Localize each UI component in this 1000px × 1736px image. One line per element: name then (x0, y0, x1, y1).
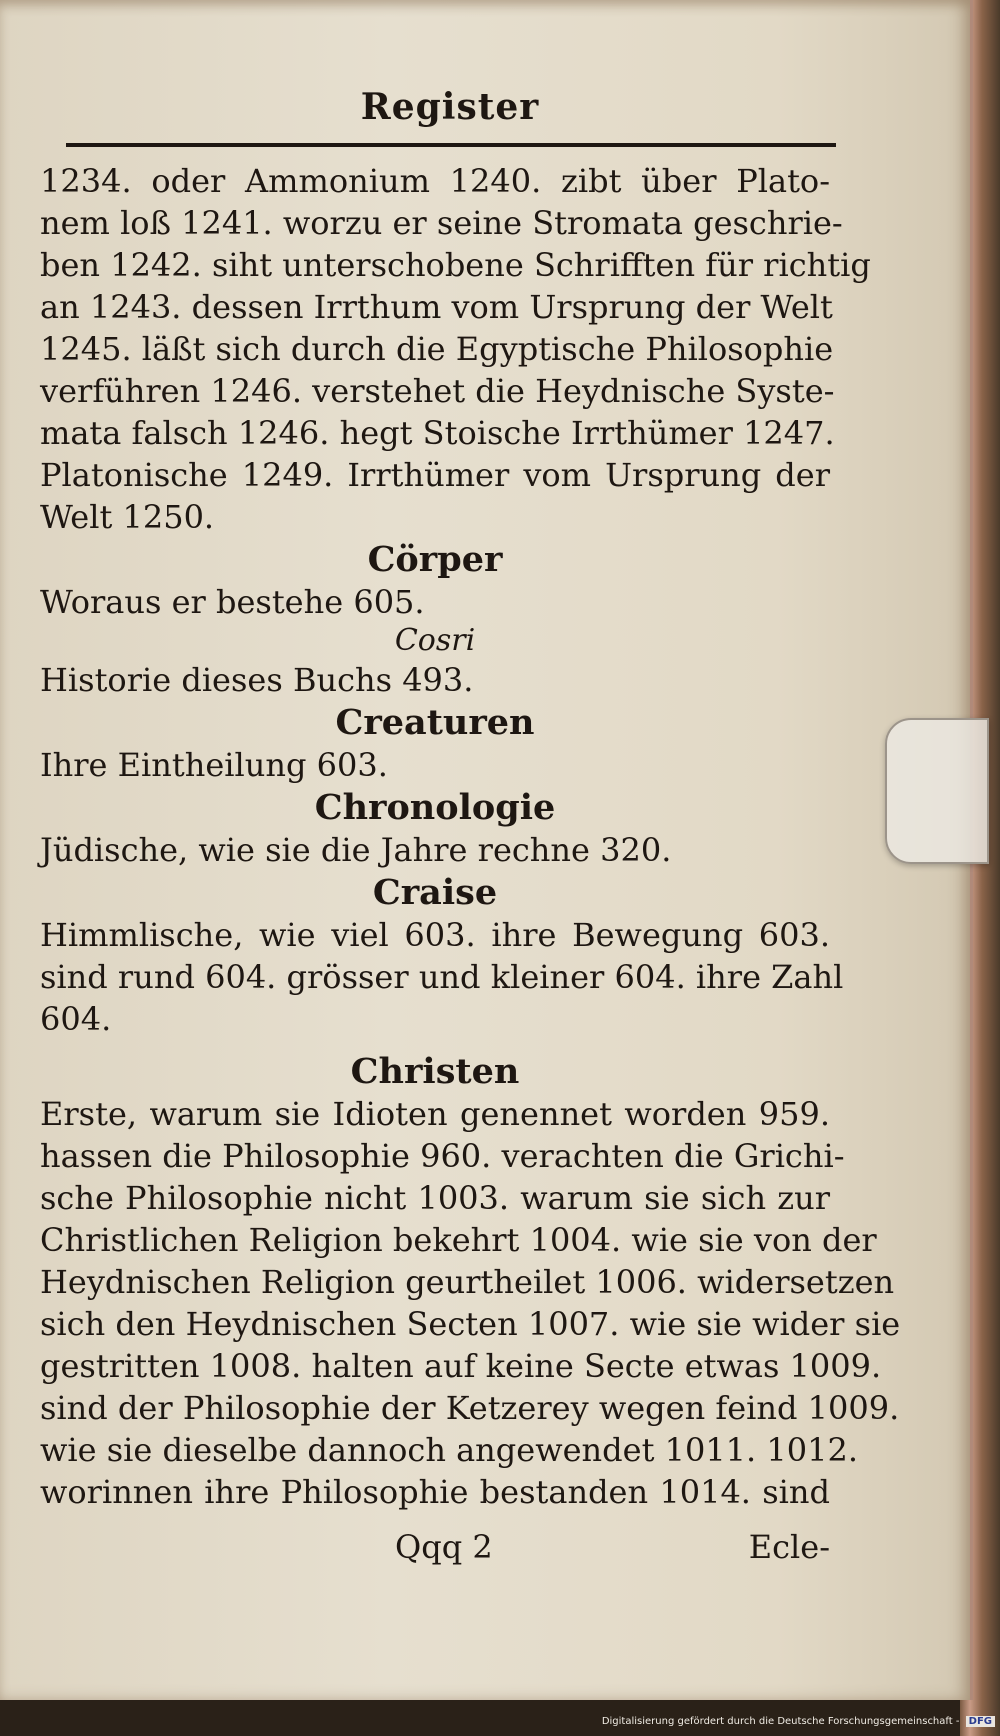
credit-text: Digitalisierung gefördert durch die Deutsche Forschungsgemeinschaft - (601, 1716, 960, 1727)
text-line: Himmlische, wie viel 603. ihre Bewegung 603. (40, 916, 830, 954)
register-text (40, 160, 901, 1513)
text-line: Platonische 1249. Irrthümer vom Ursprung der (40, 456, 830, 494)
text-line: gestritten 1008. halten auf keine Secte etwas 1009. (40, 1347, 882, 1385)
text-line: 1234. oder Ammonium 1240. zibt über Plato- (40, 162, 830, 200)
entry-heading: Craise (372, 872, 498, 913)
digitization-credit (0, 1716, 995, 1727)
text-line: sind der Philosophie der Ketzerey wegen feind 1009. (40, 1389, 900, 1427)
text-line: sche Philosophie nicht 1003. warum sie sich zur (40, 1179, 830, 1217)
spacer (40, 1040, 830, 1050)
entry-heading: Creaturen (335, 702, 535, 743)
text-line: 604. (40, 1000, 112, 1038)
text-line: worinnen ihre Philosophie bestanden 1014. sind (40, 1473, 830, 1511)
signature-mark: Qqq 2 (395, 1528, 493, 1566)
header-rule (66, 143, 836, 147)
entry-heading: Chronologie (314, 787, 556, 828)
text-line: nem loß 1241. worzu er seine Stromata geschrie- (40, 204, 843, 242)
text-line: Historie dieses Buchs 493. (40, 661, 474, 699)
text-line: Christlichen Religion bekehrt 1004. wie sie von der (40, 1221, 877, 1259)
text-line: Woraus er bestehe 605. (40, 583, 425, 621)
entry-heading: Christen (350, 1051, 520, 1092)
entry-heading: Cosri (394, 623, 476, 658)
text-line: Erste, warum sie Idioten genennet worden 959. (40, 1095, 830, 1133)
dfg-logo: DFG (966, 1716, 995, 1727)
catchword: Ecle- (748, 1528, 830, 1566)
text-line: sich den Heydnischen Secten 1007. wie sie wider sie (40, 1305, 901, 1343)
running-header: Register (360, 86, 540, 128)
text-line: Heydnischen Religion geurtheilet 1006. widersetzen (40, 1263, 895, 1301)
text-line: ben 1242. siht unterschobene Schrifften für richtig (40, 246, 871, 284)
text-line: 1245. läßt sich durch die Egyptische Philosophie (40, 330, 834, 368)
text-line: hassen die Philosophie 960. verachten die Grichi- (40, 1137, 845, 1175)
entry-heading: Cörper (367, 539, 503, 580)
page-clip (885, 718, 989, 864)
text-line: Jüdische, wie sie die Jahre rechne 320. (40, 831, 672, 869)
text-line: an 1243. dessen Irrthum vom Ursprung der Welt (40, 288, 833, 326)
page-footer (40, 1528, 830, 1572)
text-line: wie sie dieselbe dannoch angewendet 1011. 1012. (40, 1431, 858, 1469)
text-line: verführen 1246. verstehet die Heydnische Syste- (40, 372, 835, 410)
text-line: sind rund 604. grösser und kleiner 604. ihre Zahl (40, 958, 844, 996)
text-line: Welt 1250. (40, 498, 215, 536)
text-line: mata falsch 1246. hegt Stoische Irrthümer 1247. (40, 414, 835, 452)
text-line: Ihre Eintheilung 603. (40, 746, 388, 784)
